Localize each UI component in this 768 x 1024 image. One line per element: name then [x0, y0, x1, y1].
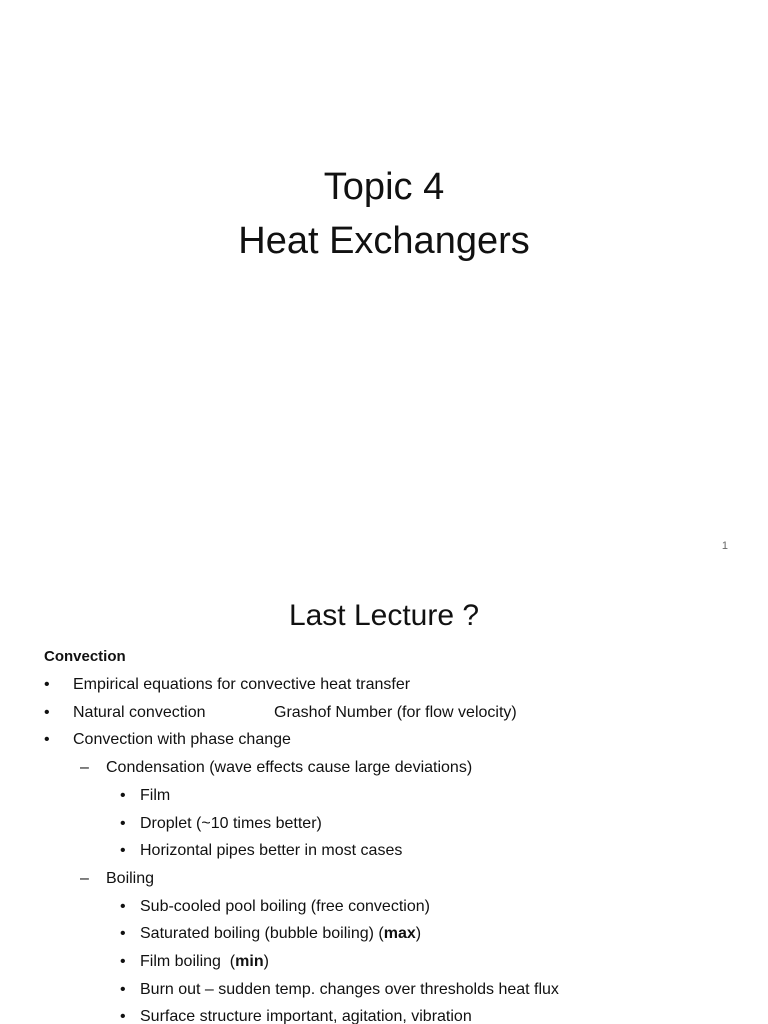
bullet-text: Natural convection — [73, 704, 206, 721]
text-part: ) — [415, 925, 422, 942]
sub-item-text: Condensation (wave effects cause large deviations) — [106, 759, 473, 776]
sub-sub-item-text: Burn out – sudden temp. changes over thresholds heat flux — [140, 981, 559, 998]
bullet-marker: • — [120, 898, 126, 915]
dash-marker: – — [80, 759, 89, 776]
section-heading: Convection — [44, 648, 126, 665]
sub-sub-item-text — [140, 952, 269, 972]
slide-title-line-2: Heat Exchangers — [238, 220, 530, 262]
bullet-text-secondary: Grashof Number (for flow velocity) — [274, 704, 517, 721]
bullet-marker: • — [120, 787, 126, 804]
bullet-marker: • — [120, 1008, 126, 1024]
bullet-marker: • — [120, 925, 126, 942]
bullet-marker: • — [120, 842, 126, 859]
bullet-marker: • — [44, 731, 50, 748]
sub-sub-item-text: Horizontal pipes better in most cases — [140, 842, 403, 859]
bullet-marker: • — [120, 953, 126, 970]
bullet-marker: • — [120, 981, 126, 998]
slide-number: 1 — [721, 540, 728, 552]
slide-title-line-1: Topic 4 — [323, 166, 445, 208]
bullet-marker: • — [44, 676, 50, 693]
text-part: ) — [263, 953, 269, 970]
emphasis-text: min — [235, 953, 264, 970]
sub-sub-item-text: Surface structure important, agitation, vibration — [140, 1008, 472, 1024]
sub-sub-item-text — [140, 924, 421, 944]
slide-title: Last Lecture ? — [288, 599, 480, 632]
bullet-marker: • — [120, 815, 126, 832]
emphasis-text: max — [383, 925, 416, 942]
sub-sub-item-text: Sub-cooled pool boiling (free convection) — [140, 898, 430, 915]
bullet-text: Empirical equations for convective heat transfer — [73, 676, 411, 693]
bullet-marker: • — [44, 704, 50, 721]
sub-item-text: Boiling — [106, 870, 155, 887]
text-part: Film boiling ( — [140, 953, 236, 970]
text-part: Saturated boiling (bubble boiling) ( — [140, 925, 384, 942]
slide-2 — [0, 576, 768, 1024]
dash-marker: – — [80, 870, 89, 887]
bullet-text: Convection with phase change — [73, 731, 291, 748]
sub-sub-item-text: Film — [140, 787, 171, 804]
sub-sub-item-text: Droplet (~10 times better) — [140, 815, 322, 832]
